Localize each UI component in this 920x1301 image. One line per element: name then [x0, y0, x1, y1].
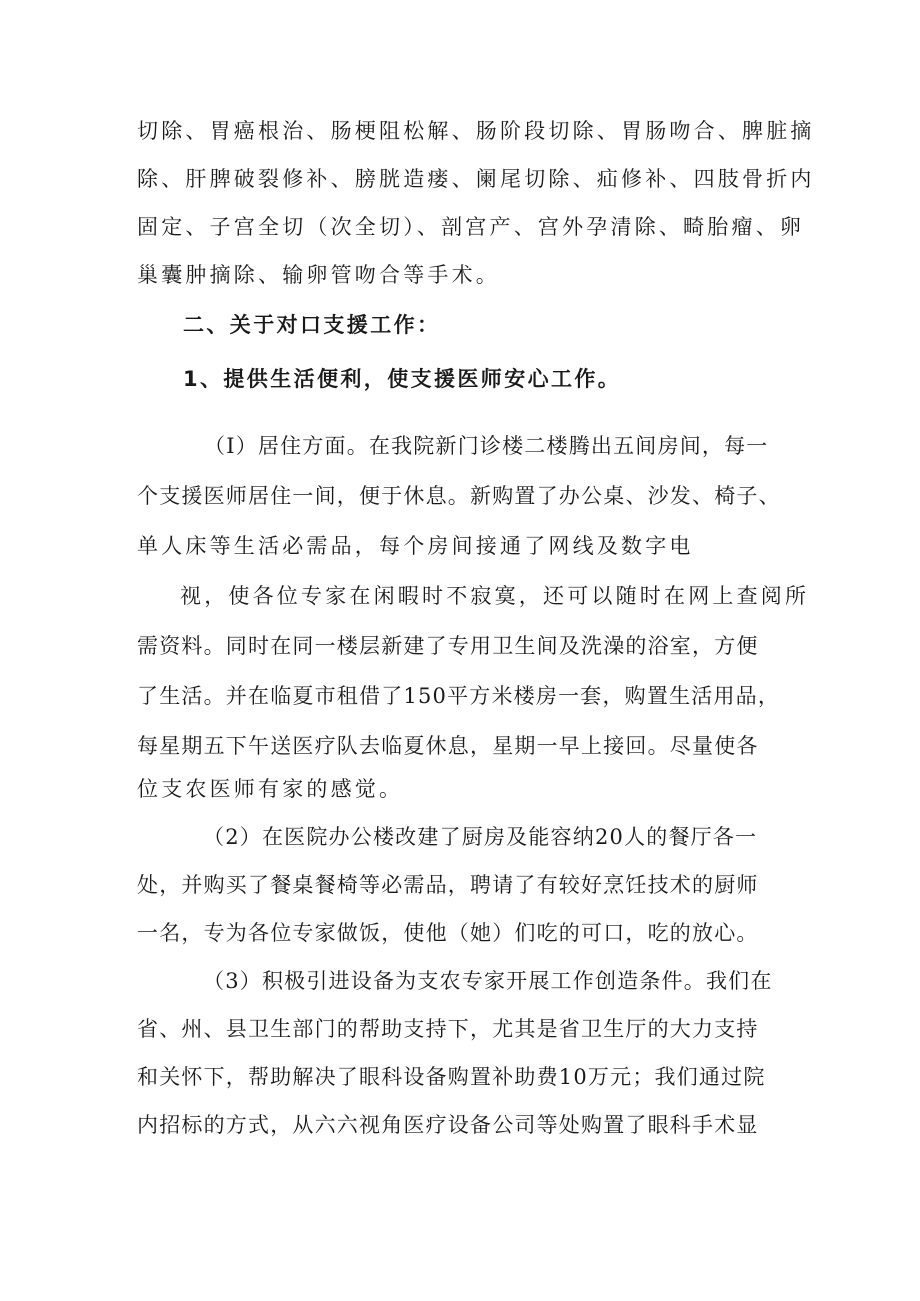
paragraph-4-line: 内招标的方式，从六六视角医疗设备公司等处购置了眼科手术显	[137, 1113, 759, 1137]
body-text-line: 巢囊肿摘除、输卵管吻合等手术。	[137, 263, 500, 287]
paragraph-2-line: 每星期五下午送医疗队去临夏休息，星期一早上接回。尽量使各	[137, 734, 759, 758]
paragraph-4-line: 和关怀下，帮助解决了眼科设备购置补助费10万元；我们通过院	[137, 1065, 766, 1089]
paragraph-1-line: （I）居住方面。在我院新门诊楼二楼腾出五间房间，每一	[204, 434, 769, 458]
paragraph-1-line: 个支援医师居住一间，便于休息。新购置了办公桌、沙发、椅子、	[137, 484, 781, 508]
body-text-line: 除、肝脾破裂修补、膀胱造瘘、阑尾切除、疝修补、四肢骨折内	[137, 167, 815, 191]
paragraph-3-line: 处，并购买了餐桌餐椅等必需品，聘请了有较好烹饪技术的厨师	[137, 873, 759, 897]
body-text-line: 切除、胃癌根治、肠梗阻松解、肠阶段切除、胃肠吻合、脾脏摘	[137, 119, 815, 143]
paragraph-3-line: （2）在医院办公楼改建了厨房及能容纳20人的餐厅各一	[203, 825, 758, 849]
subsection-heading: 1、提供生活便利，使支援医师安心工作。	[183, 367, 622, 391]
paragraph-4-line: 省、州、县卫生部门的帮助支持下，尤其是省卫生厅的大力支持	[137, 1017, 759, 1041]
paragraph-2-line: 需资料。同时在同一楼层新建了专用卫生间及洗澡的浴室，方便	[137, 634, 759, 658]
body-text-line: 固定、子宫全切（次全切）、剖宫产、宫外孕清除、畸胎瘤、卵	[137, 215, 805, 239]
paragraph-2-line: 了生活。并在临夏市租借了150平方米楼房一套，购置生活用品，	[137, 684, 781, 708]
section-heading: 二、关于对口支援工作：	[183, 313, 441, 337]
paragraph-3-line: 一名，专为各位专家做饭，使他（她）们吃的可口，吃的放心。	[137, 921, 759, 945]
paragraph-2-line: 位支农医师有家的感觉。	[137, 777, 404, 801]
paragraph-2-line: 视，使各位专家在闲暇时不寂寞，还可以随时在网上查阅所	[180, 584, 810, 608]
paragraph-1-line: 单人床等生活必需品，每个房间接通了网线及数字电	[137, 534, 694, 558]
paragraph-4-line: （3）积极引进设备为支农专家开展工作创造条件。我们在	[203, 969, 773, 993]
